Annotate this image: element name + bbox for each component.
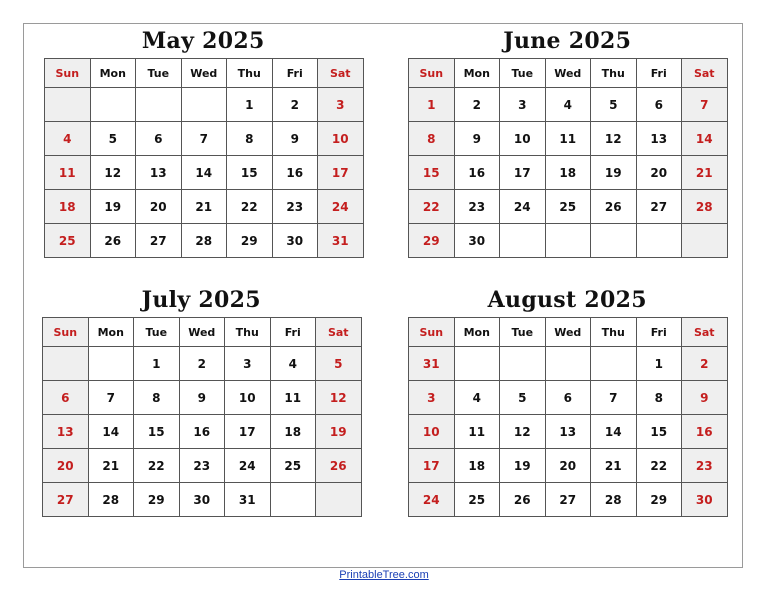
day-cell: 31 xyxy=(318,224,364,258)
day-cell: 22 xyxy=(409,190,455,224)
day-cell: 9 xyxy=(179,381,225,415)
day-cell: 2 xyxy=(272,88,318,122)
day-cell: 25 xyxy=(454,483,500,517)
day-cell: 6 xyxy=(136,122,182,156)
weekday-header: Mon xyxy=(454,318,500,347)
day-cell: 7 xyxy=(591,381,637,415)
day-cell: 31 xyxy=(409,347,455,381)
weekday-header: Fri xyxy=(636,59,682,88)
weekday-header: Sat xyxy=(318,59,364,88)
day-cell: 13 xyxy=(136,156,182,190)
day-cell: 17 xyxy=(318,156,364,190)
weekday-header: Sat xyxy=(316,318,362,347)
day-cell: 29 xyxy=(227,224,273,258)
day-cell: 4 xyxy=(545,88,591,122)
day-cell: 11 xyxy=(45,156,91,190)
day-cell: 5 xyxy=(500,381,546,415)
day-cell: 6 xyxy=(545,381,591,415)
day-cell: 15 xyxy=(134,415,180,449)
weekday-header: Sun xyxy=(409,318,455,347)
day-cell: 6 xyxy=(636,88,682,122)
day-cell: 5 xyxy=(316,347,362,381)
day-cell: 4 xyxy=(454,381,500,415)
day-cell: 18 xyxy=(545,156,591,190)
day-cell: 8 xyxy=(409,122,455,156)
day-cell: 23 xyxy=(179,449,225,483)
weekday-header: Fri xyxy=(636,318,682,347)
day-cell: 19 xyxy=(591,156,637,190)
day-cell: 19 xyxy=(500,449,546,483)
day-cell: 14 xyxy=(181,156,227,190)
weekday-header: Tue xyxy=(136,59,182,88)
day-cell: 7 xyxy=(181,122,227,156)
day-cell: 28 xyxy=(181,224,227,258)
day-cell: 1 xyxy=(227,88,273,122)
day-cell: 20 xyxy=(136,190,182,224)
weekday-header: Tue xyxy=(134,318,180,347)
day-cell: 20 xyxy=(545,449,591,483)
day-cell xyxy=(454,347,500,381)
day-cell: 13 xyxy=(545,415,591,449)
day-cell: 20 xyxy=(43,449,89,483)
day-cell: 1 xyxy=(134,347,180,381)
day-cell: 3 xyxy=(500,88,546,122)
day-cell: 22 xyxy=(134,449,180,483)
day-cell: 20 xyxy=(636,156,682,190)
day-cell: 16 xyxy=(682,415,728,449)
day-cell: 10 xyxy=(318,122,364,156)
weekday-header: Wed xyxy=(545,59,591,88)
day-cell: 17 xyxy=(409,449,455,483)
day-cell xyxy=(545,347,591,381)
day-cell: 21 xyxy=(88,449,134,483)
day-cell: 21 xyxy=(682,156,728,190)
week-row xyxy=(409,483,728,517)
day-cell: 9 xyxy=(682,381,728,415)
day-cell: 9 xyxy=(454,122,500,156)
day-cell: 4 xyxy=(45,122,91,156)
day-cell: 12 xyxy=(591,122,637,156)
month-title: June 2025 xyxy=(503,28,632,54)
day-cell: 29 xyxy=(409,224,455,258)
day-cell: 6 xyxy=(43,381,89,415)
day-cell: 18 xyxy=(45,190,91,224)
weekday-header: Thu xyxy=(227,59,273,88)
day-cell: 30 xyxy=(179,483,225,517)
weekday-header: Sat xyxy=(682,59,728,88)
day-cell: 2 xyxy=(682,347,728,381)
day-cell: 23 xyxy=(272,190,318,224)
day-cell: 11 xyxy=(270,381,316,415)
day-cell: 5 xyxy=(90,122,136,156)
weekday-header-row xyxy=(409,318,728,347)
day-cell: 25 xyxy=(545,190,591,224)
day-cell: 27 xyxy=(136,224,182,258)
day-cell: 28 xyxy=(591,483,637,517)
weekday-header: Tue xyxy=(500,318,546,347)
day-cell: 28 xyxy=(88,483,134,517)
weekday-header: Thu xyxy=(591,318,637,347)
day-cell: 2 xyxy=(179,347,225,381)
week-row xyxy=(409,381,728,415)
weekday-header: Thu xyxy=(591,59,637,88)
day-cell: 8 xyxy=(227,122,273,156)
day-cell: 3 xyxy=(225,347,271,381)
day-cell: 11 xyxy=(454,415,500,449)
day-cell xyxy=(591,347,637,381)
day-cell: 27 xyxy=(43,483,89,517)
day-cell: 21 xyxy=(591,449,637,483)
day-cell: 22 xyxy=(636,449,682,483)
day-cell: 12 xyxy=(500,415,546,449)
day-cell: 10 xyxy=(225,381,271,415)
day-cell: 18 xyxy=(270,415,316,449)
day-cell: 24 xyxy=(318,190,364,224)
day-cell: 3 xyxy=(409,381,455,415)
day-cell: 24 xyxy=(500,190,546,224)
day-cell xyxy=(500,347,546,381)
day-cell: 1 xyxy=(409,88,455,122)
day-cell: 27 xyxy=(545,483,591,517)
day-cell: 8 xyxy=(636,381,682,415)
day-cell: 23 xyxy=(682,449,728,483)
day-cell: 29 xyxy=(134,483,180,517)
day-cell: 19 xyxy=(316,415,362,449)
day-cell: 14 xyxy=(591,415,637,449)
day-cell: 17 xyxy=(225,415,271,449)
day-cell: 26 xyxy=(500,483,546,517)
day-cell: 25 xyxy=(45,224,91,258)
day-cell: 24 xyxy=(225,449,271,483)
day-cell: 14 xyxy=(88,415,134,449)
day-cell: 8 xyxy=(134,381,180,415)
weekday-header: Fri xyxy=(270,318,316,347)
week-row xyxy=(409,347,728,381)
day-cell: 1 xyxy=(636,347,682,381)
weekday-header: Mon xyxy=(88,318,134,347)
day-cell: 9 xyxy=(272,122,318,156)
day-cell: 14 xyxy=(682,122,728,156)
day-cell: 13 xyxy=(43,415,89,449)
day-cell: 16 xyxy=(179,415,225,449)
day-cell: 26 xyxy=(90,224,136,258)
week-row xyxy=(409,449,728,483)
weekday-header: Sun xyxy=(43,318,89,347)
day-cell: 26 xyxy=(591,190,637,224)
day-cell: 17 xyxy=(500,156,546,190)
day-cell: 30 xyxy=(272,224,318,258)
day-cell: 7 xyxy=(682,88,728,122)
day-cell: 23 xyxy=(454,190,500,224)
month-title: May 2025 xyxy=(141,28,265,54)
day-cell: 26 xyxy=(316,449,362,483)
day-cell: 28 xyxy=(682,190,728,224)
day-cell: 29 xyxy=(636,483,682,517)
weekday-header: Wed xyxy=(545,318,591,347)
weekday-header: Sat xyxy=(682,318,728,347)
week-row xyxy=(409,415,728,449)
day-cell: 3 xyxy=(318,88,364,122)
day-cell: 10 xyxy=(500,122,546,156)
day-cell: 15 xyxy=(409,156,455,190)
month-title: July 2025 xyxy=(141,287,261,313)
day-cell: 21 xyxy=(181,190,227,224)
day-cell: 30 xyxy=(682,483,728,517)
day-cell: 15 xyxy=(227,156,273,190)
weekday-header: Sun xyxy=(45,59,91,88)
day-cell: 12 xyxy=(90,156,136,190)
day-cell: 25 xyxy=(270,449,316,483)
day-cell: 31 xyxy=(225,483,271,517)
month-table xyxy=(408,317,728,517)
day-cell: 30 xyxy=(454,224,500,258)
month-title: August 2025 xyxy=(487,287,647,313)
day-cell: 27 xyxy=(636,190,682,224)
day-cell: 5 xyxy=(591,88,637,122)
day-cell: 12 xyxy=(316,381,362,415)
day-cell: 2 xyxy=(454,88,500,122)
day-cell: 15 xyxy=(636,415,682,449)
day-cell: 24 xyxy=(409,483,455,517)
day-cell: 19 xyxy=(90,190,136,224)
weekday-header: Fri xyxy=(272,59,318,88)
weekday-header: Wed xyxy=(179,318,225,347)
footer-link[interactable]: PrintableTree.com xyxy=(339,569,429,581)
day-cell: 18 xyxy=(454,449,500,483)
day-cell: 11 xyxy=(545,122,591,156)
weekday-header: Thu xyxy=(225,318,271,347)
day-cell: 16 xyxy=(272,156,318,190)
day-cell: 13 xyxy=(636,122,682,156)
day-cell: 4 xyxy=(270,347,316,381)
weekday-header: Mon xyxy=(90,59,136,88)
day-cell: 10 xyxy=(409,415,455,449)
weekday-header: Mon xyxy=(454,59,500,88)
weekday-header: Sun xyxy=(409,59,455,88)
weekday-header: Wed xyxy=(181,59,227,88)
day-cell: 16 xyxy=(454,156,500,190)
day-cell: 22 xyxy=(227,190,273,224)
weekday-header: Tue xyxy=(500,59,546,88)
day-cell: 7 xyxy=(88,381,134,415)
